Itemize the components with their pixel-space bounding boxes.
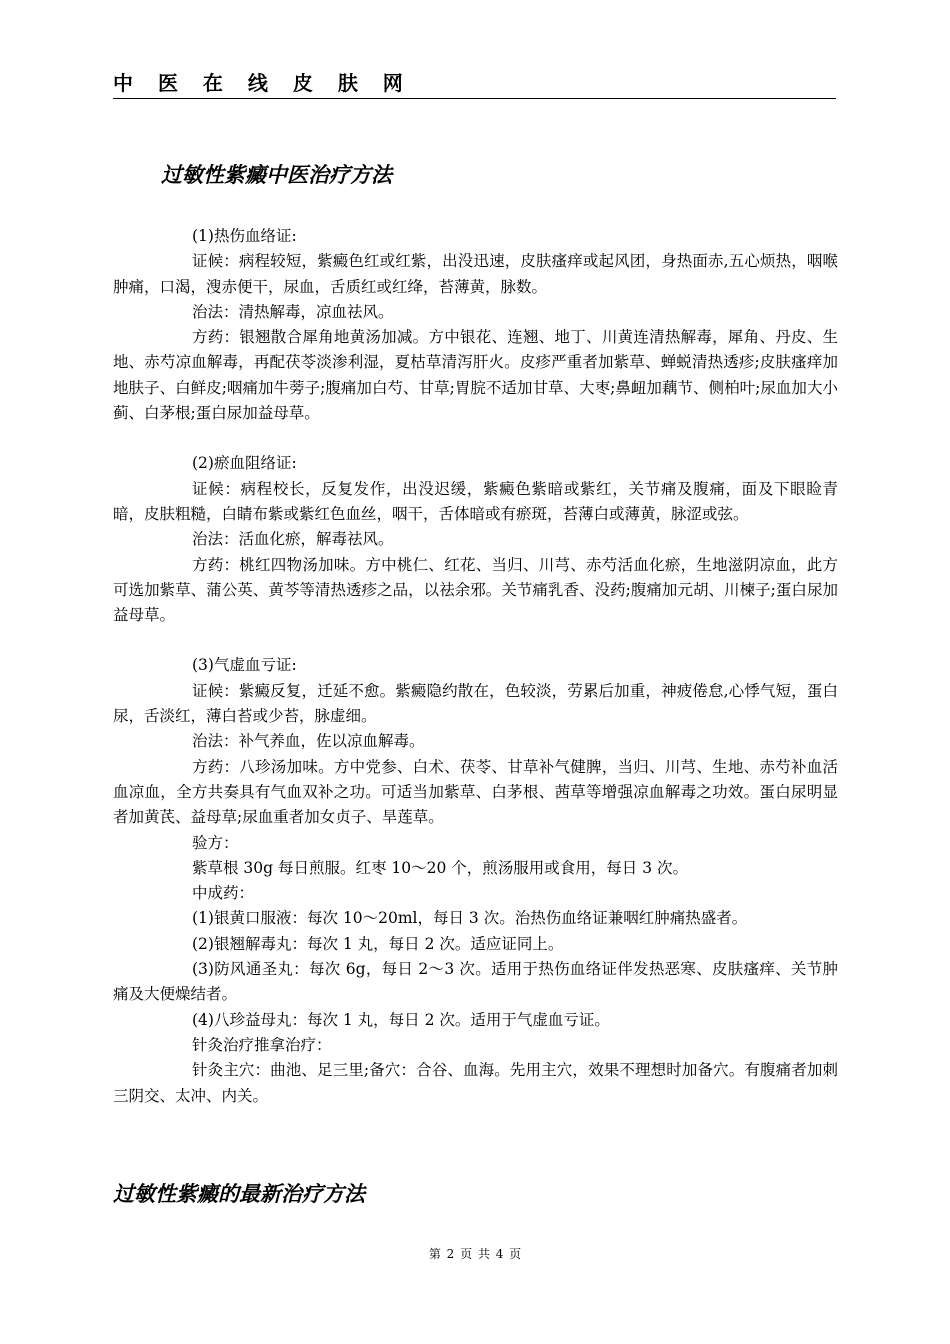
- paragraph: 验方：: [192, 833, 239, 852]
- section-title-latest-treatment: 过敏性紫癜的最新治疗方法: [113, 1182, 365, 1206]
- site-header: [113, 70, 836, 99]
- paragraph-gap: [113, 628, 838, 653]
- paragraph: 针灸主穴：曲池、足三里;备穴：合谷、血海。先用主穴，效果不理想时加备穴。有腹痛者加刺三阴交、太冲、内关。: [113, 1061, 838, 1105]
- paragraph: (1)银黄口服液：每次 10～20ml，每日 3 次。治热伤血络证兼咽红肿痛热盛者。: [192, 909, 748, 928]
- paragraph: 方药：桃红四物汤加味。方中桃仁、红花、当归、川芎、赤芍活血化瘀，生地滋阴凉血，此方可选加紫草、蒲公英、黄芩等清热透疹之品，以祛余邪。关节痛乳香、没药;腹痛加元胡、川楝子;蛋白尿加益母草。: [113, 555, 838, 625]
- section-title-tcm-treatment: 过敏性紫癜中医治疗方法: [161, 163, 392, 187]
- paragraph: 治法：清热解毒，凉血祛风。: [192, 302, 394, 321]
- paragraph: 证候：病程校长，反复发作，出没迟缓，紫癜色紫暗或紫红，关节痛及腹痛，面及下眼睑青暗，皮肤粗糙，白睛布紫或紫红色血丝，咽干，舌体暗或有瘀斑，苔薄白或薄黄，脉涩或弦。: [113, 479, 838, 523]
- paragraph-gap: [113, 426, 838, 451]
- paragraph: (3)防风通圣丸：每次 6g，每日 2～3 次。适用于热伤血络证伴发热恶寒、皮肤瘙痒、关节肿痛及大便燥结者。: [113, 960, 838, 1004]
- paragraph: 治法：活血化瘀，解毒祛风。: [192, 530, 394, 549]
- article-body: [113, 224, 838, 1109]
- paragraph: 治法：补气养血，佐以凉血解毒。: [192, 732, 425, 751]
- paragraph: 针灸治疗推拿治疗：: [192, 1035, 332, 1054]
- paragraph: 证候：病程较短，紫癜色红或红紫，出没迅速，皮肤瘙痒或起风团，身热面赤,五心烦热，咽喉肿痛，口渴，溲赤便干，尿血，舌质红或红绛，苔薄黄，脉数。: [113, 252, 838, 296]
- paragraph: (4)八珍益母丸：每次 1 丸，每日 2 次。适用于气虚血亏证。: [192, 1010, 610, 1029]
- paragraph: 中成药：: [192, 884, 255, 903]
- paragraph: (3)气虚血亏证:: [192, 656, 297, 675]
- page-footer: 第 2 页 共 4 页: [428, 1247, 522, 1261]
- paragraph: 证候：紫癜反复，迁延不愈。紫癜隐约散在，色较淡，劳累后加重，神疲倦怠,心悸气短，蛋白尿，舌淡红，薄白苔或少苔，脉虚细。: [113, 681, 838, 726]
- site-title: 中 医 在 线 皮 肤 网: [113, 71, 412, 95]
- paragraph: (1)热伤血络证:: [192, 227, 297, 245]
- paragraph: 紫草根 30g 每日煎服。红枣 10～20 个，煎汤服用或食用，每日 3 次。: [192, 858, 689, 877]
- paragraph: (2)瘀血阻络证:: [192, 454, 297, 473]
- paragraph: (2)银翘解毒丸：每次 1 丸，每日 2 次。适应证同上。: [192, 934, 564, 953]
- paragraph: 方药：银翘散合犀角地黄汤加减。方中银花、连翘、地丁、川黄连清热解毒，犀角、丹皮、生地、赤芍凉血解毒，再配茯苓淡渗利湿，夏枯草清泻肝火。皮疹严重者加紫草、蝉蜕清热透疹;皮肤瘙痒加地肤子、白鲜皮;咽痛加牛蒡子;腹痛加白芍、甘草;胃脘不适加甘草、大枣;鼻衄加藕节、侧柏叶;尿血加大小蓟、白茅根;蛋白尿加益母草。: [113, 328, 838, 423]
- paragraph: 方药：八珍汤加味。方中党参、白术、茯苓、甘草补气健脾，当归、川芎、生地、赤芍补血活血凉血，全方共奏具有气血双补之功。可适当加紫草、白茅根、茜草等增强凉血解毒之功效。蛋白尿明显者加黄芪、益母草;尿血重者加女贞子、旱莲草。: [113, 757, 838, 827]
